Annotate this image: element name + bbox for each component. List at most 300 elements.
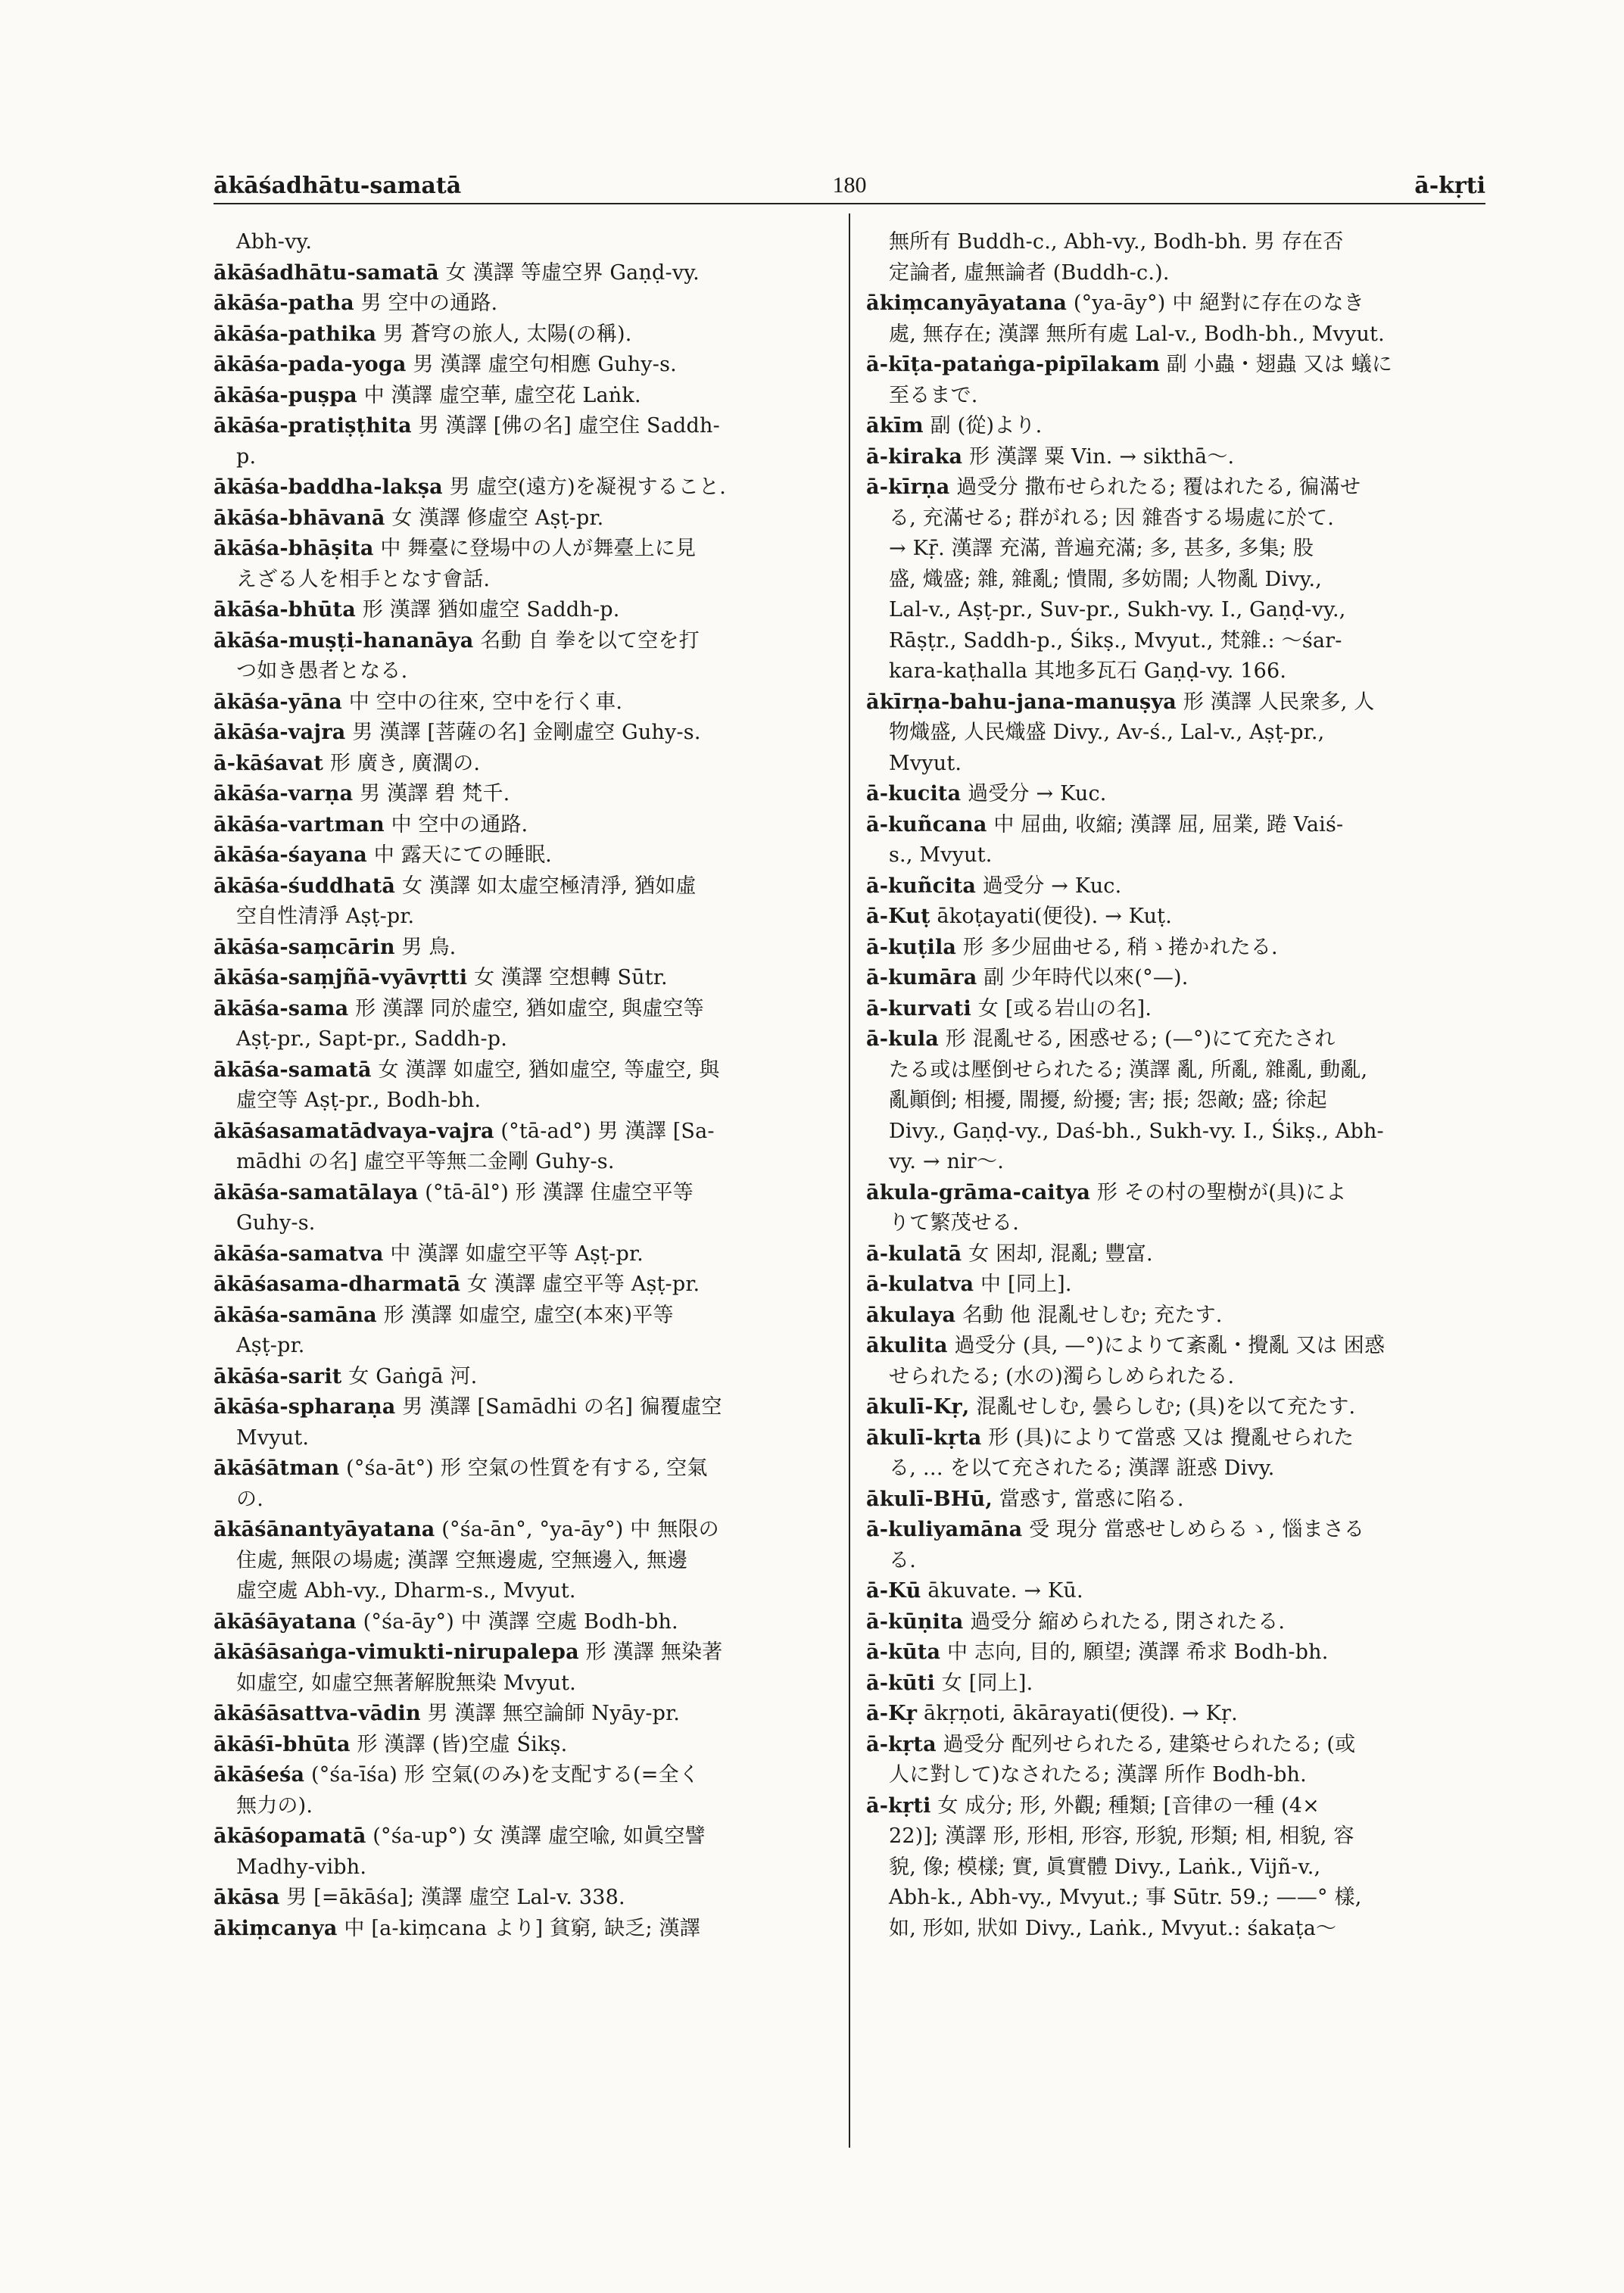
- dictionary-continuation-line: [866, 1546, 1485, 1577]
- dictionary-continuation-line: [214, 565, 834, 596]
- entry-text: 亂顚倒; 相擾, 閙擾, 紛擾; 害; 掁; 怨敵; 盛; 徐起: [889, 1089, 1327, 1112]
- entry-headword: ā-kumāra: [866, 966, 977, 989]
- dictionary-continuation-line: [866, 319, 1485, 350]
- entry-text: 女 漢譯 空想轉 Sūtr.: [467, 966, 668, 989]
- entry-text: (°tā-āl°) 形 漢譯 住虛空平等: [418, 1180, 694, 1204]
- dictionary-continuation-line: [214, 1852, 834, 1883]
- dictionary-continuation-line: [866, 1883, 1485, 1914]
- dictionary-continuation-line: [214, 1423, 834, 1454]
- entry-text: 虛空處 Abh-vy., Dharm-s., Mvyut.: [236, 1579, 576, 1603]
- entry-text: 形 漢譯 猶如虛空 Saddh-p.: [355, 598, 620, 622]
- dictionary-continuation-line: [866, 258, 1485, 289]
- dictionary-entry-line: [866, 1699, 1485, 1730]
- dictionary-continuation-line: [866, 503, 1485, 534]
- header-first-entry: ākāśadhātu-samatā: [214, 173, 462, 199]
- dictionary-continuation-line: [866, 626, 1485, 657]
- entry-text: s., Mvyut.: [889, 843, 993, 867]
- entry-headword: ākāśa-patha: [214, 291, 354, 315]
- dictionary-entry-line: [866, 288, 1485, 319]
- entry-headword: ākāśī-bhūta: [214, 1732, 351, 1756]
- dictionary-entry-line: [214, 810, 834, 841]
- entry-text: 形 その村の聖樹が(具)によ: [1090, 1180, 1347, 1204]
- dictionary-continuation-line: [214, 1546, 834, 1577]
- dictionary-continuation-line: [866, 1760, 1485, 1791]
- entry-text: (°tā-ad°) 男 漢譯 [Sa-: [494, 1119, 715, 1143]
- header-last-entry: ā-kṛti: [1414, 173, 1485, 199]
- dictionary-entry-line: [214, 472, 834, 503]
- dictionary-entry-line: [214, 1730, 834, 1761]
- entry-text: 過受分 → Kuc.: [976, 874, 1122, 898]
- entry-headword: ākulita: [866, 1334, 948, 1357]
- dictionary-entry-line: [214, 1392, 834, 1423]
- entry-text: せられたる; (水の)濁らしめられたる.: [889, 1364, 1235, 1388]
- entry-headword: ākāśopamatā: [214, 1824, 366, 1848]
- entry-text: の.: [236, 1487, 263, 1511]
- entry-headword: ākula-grāma-caitya: [866, 1180, 1091, 1204]
- entry-headword: ākāśāyatana: [214, 1609, 357, 1634]
- right-column: [866, 227, 1485, 1944]
- entry-text: 男 虛空(遠方)を凝視すること.: [442, 475, 727, 499]
- entry-text: vy. → nir〜.: [889, 1150, 1005, 1173]
- entry-text: ākuvate. → Kū.: [921, 1579, 1083, 1603]
- entry-text: 中 舞臺に登場中の人が舞臺上に見: [373, 537, 697, 560]
- entry-text: 女 漢譯 如太虛空極清淨, 猶如虛: [395, 874, 697, 898]
- entry-text: 中 漢譯 如虛空平等 Aṣṭ-pr.: [383, 1242, 644, 1266]
- dictionary-entry-line: [214, 503, 834, 534]
- entry-headword: ā-kṛta: [866, 1732, 937, 1756]
- dictionary-entry-line: [214, 1453, 834, 1485]
- dictionary-entry-line: [866, 1791, 1485, 1822]
- entry-text: たる或は壓倒せられたる; 漢譯 亂, 所亂, 雜亂, 動亂,: [889, 1058, 1368, 1082]
- entry-text: 中 漢譯 虛空華, 虛空花 Laṅk.: [357, 383, 641, 407]
- entry-headword: ākāśātman: [214, 1456, 340, 1480]
- dictionary-continuation-line: [866, 1362, 1485, 1393]
- entry-text: 形 漢譯 人民衆多, 人: [1176, 690, 1375, 714]
- dictionary-entry-line: [866, 902, 1485, 933]
- entry-text: (°śa-īśa) 形 空氣(のみ)を支配する(=全く: [304, 1763, 700, 1787]
- dictionary-entry-line: [214, 595, 834, 626]
- entry-text: 形 漢譯 同於虛空, 猶如虛空, 與虛空等: [348, 996, 704, 1020]
- entry-text: る.: [889, 1548, 916, 1572]
- entry-text: 女 漢譯 等虛空界 Gaṇḍ-vy.: [438, 260, 700, 285]
- dictionary-entry-line: [214, 1760, 834, 1791]
- entry-text: 中 空中の通路.: [384, 812, 528, 837]
- entry-headword: ākāśa-vajra: [214, 721, 346, 744]
- dictionary-entry-line: [214, 1607, 834, 1638]
- entry-text: 中 露天にての睡眠.: [367, 843, 552, 867]
- entry-headword: ākulī-BHū,: [866, 1487, 993, 1511]
- entry-text: 貌, 像; 模樣; 實, 眞實體 Divy., Laṅk., Vijñ-v.,: [889, 1855, 1321, 1879]
- dictionary-continuation-line: [214, 1331, 834, 1362]
- dictionary-entry-line: [866, 1239, 1485, 1270]
- entry-text: 當惑す, 當惑に陷る.: [992, 1487, 1184, 1511]
- entry-text: (°śa-up°) 女 漢譯 虛空喩, 如眞空譬: [366, 1824, 706, 1848]
- dictionary-entry-line: [866, 1576, 1485, 1607]
- entry-text: 中 [同上].: [974, 1273, 1072, 1296]
- entry-headword: ākiṃcanya: [214, 1916, 338, 1940]
- header-rule: [214, 203, 1485, 204]
- entry-text: Lal-v., Aṣṭ-pr., Suv-pr., Sukh-vy. I., Gaṇḍ-vy.,: [889, 598, 1346, 622]
- entry-text: 至るまで.: [889, 383, 978, 407]
- dictionary-entry-line: [214, 871, 834, 902]
- entry-headword: ākāśeśa: [214, 1763, 305, 1787]
- entry-text: 中 [a-kiṃcana より] 貧窮, 缺乏; 漢譯: [337, 1916, 700, 1940]
- entry-headword: ākāśasamatādvaya-vajra: [214, 1119, 494, 1143]
- entry-text: Abh-k., Abh-vy., Mvyut.; 事 Sūtr. 59.; ——° 樣,: [889, 1886, 1362, 1909]
- entry-headword: ākāśa-śuddhatā: [214, 874, 396, 898]
- dictionary-entry-line: [866, 472, 1485, 503]
- entry-headword: ā-kula: [866, 1027, 939, 1051]
- dictionary-entry-line: [866, 411, 1485, 442]
- dictionary-entry-line: [214, 288, 834, 319]
- dictionary-continuation-line: [214, 227, 834, 258]
- entry-headword: ā-kiraka: [866, 444, 963, 469]
- entry-text: 女 [或る岩山の名].: [971, 996, 1152, 1020]
- entry-text: 男 漢譯 [Samādhi の名] 徧覆虛空: [395, 1395, 722, 1419]
- entry-text: 形 漢譯 粟 Vin. → sikthā〜.: [962, 444, 1235, 469]
- entry-text: 女 漢譯 如虛空, 猶如虛空, 等虛空, 與: [371, 1058, 720, 1082]
- entry-text: 女 困却, 混亂; 豐富.: [962, 1242, 1153, 1266]
- dictionary-entry-line: [214, 350, 834, 381]
- entry-text: (°śa-āy°) 中 漢譯 空處 Bodh-bh.: [356, 1609, 678, 1634]
- dictionary-entry-line: [214, 994, 834, 1025]
- entry-headword: ā-kuñcana: [866, 812, 987, 837]
- entry-text: えざる人を相手となす會話.: [236, 567, 491, 591]
- entry-text: 過受分 (具, —°)によりて紊亂・攪亂 又は 困惑: [947, 1334, 1386, 1357]
- entry-headword: ākāśa-pratiṣṭhita: [214, 414, 412, 438]
- entry-text: 女 [同上].: [934, 1671, 1033, 1695]
- entry-headword: ā-Kuṭ: [866, 905, 930, 928]
- dictionary-continuation-line: [866, 1208, 1485, 1239]
- dictionary-entry-line: [214, 1699, 834, 1730]
- entry-headword: ā-kūta: [866, 1640, 941, 1664]
- dictionary-continuation-line: [866, 1914, 1485, 1945]
- entry-headword: ākāśa-samāna: [214, 1303, 377, 1327]
- dictionary-continuation-line: [866, 1117, 1485, 1148]
- entry-text: mādhi の名] 虛空平等無二金剛 Guhy-s.: [236, 1150, 615, 1173]
- entry-text: 受 現分 當惑せしめらるゝ, 惱まさる: [1022, 1518, 1365, 1541]
- dictionary-continuation-line: [866, 718, 1485, 749]
- dictionary-entry-line: [866, 810, 1485, 841]
- entry-text: 如虛空, 如虛空無著解脫無染 Mvyut.: [236, 1671, 576, 1695]
- dictionary-continuation-line: [214, 1086, 834, 1117]
- entry-text: → Kṝ. 漢譯 充滿, 普遍充滿; 多, 甚多, 多集; 股: [889, 537, 1314, 560]
- entry-text: kara-kaṭhalla 其地多瓦石 Gaṇḍ-vy. 166.: [889, 659, 1287, 683]
- entry-text: 過受分 → Kuc.: [961, 782, 1107, 805]
- dictionary-continuation-line: [866, 381, 1485, 412]
- dictionary-continuation-line: [866, 565, 1485, 596]
- entry-headword: ākāśa-samatālaya: [214, 1180, 419, 1204]
- dictionary-entry-line: [214, 933, 834, 964]
- entry-text: 過受分 配列せられたる, 建築せられたる; (或: [936, 1732, 1356, 1756]
- entry-text: 形 多少屈曲せる, 稍ゝ捲かれたる.: [956, 935, 1278, 959]
- entry-headword: ākāsa: [214, 1886, 280, 1909]
- entry-text: 形 混亂せる, 困惑せる; (—°)にて充たされ: [939, 1027, 1336, 1051]
- entry-text: Mvyut.: [236, 1425, 310, 1450]
- entry-headword: ākāśa-samatā: [214, 1058, 372, 1082]
- entry-text: (°ya-āy°) 中 絕對に存在のなき: [1067, 291, 1364, 315]
- entry-headword: ākāśa-saṃcārin: [214, 935, 395, 959]
- dictionary-continuation-line: [214, 656, 834, 687]
- dictionary-continuation-line: [866, 1852, 1485, 1883]
- entry-text: (°śa-āt°) 形 空氣の性質を有する, 空氣: [339, 1456, 708, 1480]
- entry-headword: ā-kurvati: [866, 996, 971, 1020]
- entry-headword: ākulaya: [866, 1303, 956, 1327]
- entry-text: ākṛṇoti, ākārayati(便役). → Kṛ.: [917, 1702, 1238, 1725]
- entry-text: 女 漢譯 修虛空 Aṣṭ-pr.: [385, 506, 604, 530]
- entry-headword: ākāśa-muṣṭi-hananāya: [214, 628, 474, 653]
- entry-text: 處, 無存在; 漢譯 無所有處 Lal-v., Bodh-bh., Mvyut.: [889, 322, 1385, 346]
- entry-text: Mvyut.: [889, 751, 962, 775]
- entry-text: 男 [=ākāśa]; 漢譯 虛空 Lal-v. 338.: [279, 1886, 625, 1909]
- entry-text: 過受分 縮められたる, 閉されたる.: [963, 1609, 1286, 1634]
- dictionary-entry-line: [214, 963, 834, 994]
- entry-text: p.: [236, 444, 257, 469]
- dictionary-continuation-line: [214, 1668, 834, 1699]
- entry-text: 女 成分; 形, 外觀; 種類; [音律の一種 (4×: [930, 1793, 1320, 1818]
- entry-headword: ākīm: [866, 414, 924, 438]
- entry-headword: ākulī-Kṛ,: [866, 1395, 970, 1419]
- entry-text: 中 屈曲, 收縮; 漢譯 屈, 屈業, 踡 Vaiś-: [987, 812, 1344, 837]
- dictionary-entry-line: [214, 1914, 834, 1945]
- entry-text: 盛, 熾盛; 雜, 雜亂; 憒閙, 多妨閙; 人物亂 Divy.,: [889, 567, 1323, 591]
- entry-headword: ākāśāsattva-vādin: [214, 1702, 421, 1725]
- entry-text: 女 Gaṅgā 河.: [341, 1364, 478, 1388]
- entry-headword: ākāśa-pathika: [214, 322, 377, 346]
- dictionary-entry-line: [214, 534, 834, 565]
- dictionary-entry-line: [866, 1331, 1485, 1362]
- entry-headword: ākulī-kṛta: [866, 1425, 982, 1450]
- entry-headword: ākāśa-saṃjñā-vyāvṛtti: [214, 966, 468, 989]
- dictionary-entry-line: [866, 871, 1485, 902]
- entry-headword: ā-kuliyamāna: [866, 1518, 1023, 1541]
- left-column: [214, 227, 834, 1944]
- entry-text: 虛空等 Aṣṭ-pr., Bodh-bh.: [236, 1089, 482, 1112]
- entry-headword: ākīrṇa-bahu-jana-manuṣya: [866, 690, 1177, 714]
- dictionary-entry-line: [866, 963, 1485, 994]
- dictionary-entry-line: [866, 1392, 1485, 1423]
- entry-text: りて繁茂せる.: [889, 1211, 1019, 1235]
- entry-text: 22)]; 漢譯 形, 形相, 形容, 形貌, 形類; 相, 相貌, 容: [889, 1824, 1354, 1848]
- dictionary-continuation-line: [214, 1024, 834, 1055]
- dictionary-entry-line: [866, 1301, 1485, 1332]
- entry-headword: ā-kulatā: [866, 1242, 962, 1266]
- entry-text: 男 漢譯 虛空句相應 Guhy-s.: [406, 353, 677, 376]
- entry-headword: ā-kuñcita: [866, 874, 977, 898]
- dictionary-entry-line: [214, 1239, 834, 1270]
- dictionary-continuation-line: [866, 1147, 1485, 1178]
- entry-headword: ākāśa-yāna: [214, 690, 342, 714]
- dictionary-continuation-line: [214, 1485, 834, 1516]
- dictionary-entry-line: [866, 1637, 1485, 1668]
- dictionary-entry-line: [214, 687, 834, 718]
- dictionary-entry-line: [214, 1883, 834, 1914]
- entry-text: 男 漢譯 [佛の名] 虛空住 Saddh-: [411, 414, 720, 438]
- entry-headword: ākāśadhātu-samatā: [214, 260, 439, 285]
- dictionary-entry-line: [866, 1178, 1485, 1209]
- entry-headword: ākāśāsaṅga-vimukti-nirupalepa: [214, 1640, 579, 1664]
- entry-headword: ākāśa-vartman: [214, 812, 385, 837]
- entry-text: 空自性清淨 Aṣṭ-pr.: [236, 905, 415, 928]
- entry-text: 中 空中の往來, 空中を行く車.: [341, 690, 623, 714]
- dictionary-entry-line: [214, 319, 834, 350]
- dictionary-continuation-line: [866, 1821, 1485, 1852]
- dictionary-entry-line: [214, 779, 834, 810]
- entry-headword: ā-kulatva: [866, 1273, 974, 1296]
- entry-headword: ā-kāśavat: [214, 751, 324, 775]
- entry-text: 男 空中の通路.: [354, 291, 498, 315]
- dictionary-entry-line: [866, 933, 1485, 964]
- dictionary-continuation-line: [866, 656, 1485, 687]
- dictionary-entry-line: [214, 1362, 834, 1393]
- dictionary-continuation-line: [866, 1055, 1485, 1086]
- entry-headword: ākāśasama-dharmatā: [214, 1273, 461, 1296]
- entry-headword: ākāśa-varṇa: [214, 782, 354, 805]
- entry-headword: ā-Kṛ: [866, 1702, 918, 1725]
- entry-headword: ākāśa-sama: [214, 996, 349, 1020]
- dictionary-entry-line: [214, 840, 834, 871]
- entry-headword: ākāśa-bhāṣita: [214, 537, 374, 560]
- entry-text: 形 (具)によりて當惑 又は 攪亂せられた: [981, 1425, 1354, 1450]
- entry-text: 中 志向, 目的, 願望; 漢譯 希求 Bodh-bh.: [940, 1640, 1329, 1664]
- entry-text: 女 漢譯 虛空平等 Aṣṭ-pr.: [460, 1273, 700, 1296]
- dictionary-entry-line: [214, 1178, 834, 1209]
- dictionary-entry-line: [866, 779, 1485, 810]
- entry-text: 副 少年時代以來(°—).: [977, 966, 1189, 989]
- dictionary-entry-line: [866, 350, 1485, 381]
- dictionary-entry-line: [866, 1270, 1485, 1301]
- dictionary-entry-line: [214, 718, 834, 749]
- entry-headword: ākāśa-baddha-lakṣa: [214, 475, 443, 499]
- column-divider: [849, 213, 850, 2148]
- entry-text: 住處, 無限の場處; 漢譯 空無邊處, 空無邊入, 無邊: [236, 1548, 688, 1572]
- entry-text: ākoṭayati(便役). → Kuṭ.: [930, 905, 1173, 928]
- entry-text: 無所有 Buddh-c., Abh-vy., Bodh-bh. 男 存在否: [889, 230, 1344, 254]
- entry-text: Guhy-s.: [236, 1211, 316, 1235]
- dictionary-continuation-line: [866, 227, 1485, 258]
- dictionary-entry-line: [866, 1024, 1485, 1055]
- dictionary-entry-line: [866, 1607, 1485, 1638]
- entry-headword: ā-kūṇita: [866, 1609, 964, 1634]
- entry-text: 定論者, 虛無論者 (Buddh-c.).: [889, 260, 1170, 285]
- dictionary-continuation-line: [866, 840, 1485, 871]
- dictionary-continuation-line: [866, 1453, 1485, 1485]
- dictionary-entry-line: [866, 1730, 1485, 1761]
- dictionary-entry-line: [866, 687, 1485, 718]
- entry-text: 副 (從)より.: [923, 414, 1043, 438]
- dictionary-entry-line: [214, 411, 834, 442]
- entry-text: Madhy-vibh.: [236, 1855, 367, 1879]
- dictionary-entry-line: [214, 1270, 834, 1301]
- entry-headword: ākāśānantyāyatana: [214, 1518, 435, 1541]
- entry-headword: ā-kuṭila: [866, 935, 957, 959]
- entry-headword: ākāśa-samatva: [214, 1242, 384, 1266]
- dictionary-entry-line: [214, 381, 834, 412]
- entry-headword: ā-kṛti: [866, 1793, 931, 1818]
- entry-text: (°śa-ān°, °ya-āy°) 中 無限の: [435, 1518, 719, 1541]
- entry-text: る, 充滿せる; 群がれる; 因 雜沓する場處に於て.: [889, 506, 1335, 530]
- entry-headword: ā-kūti: [866, 1671, 935, 1695]
- dictionary-entry-line: [214, 258, 834, 289]
- dictionary-continuation-line: [866, 534, 1485, 565]
- dictionary-entry-line: [866, 1515, 1485, 1546]
- entry-headword: ākiṃcanyāyatana: [866, 291, 1068, 315]
- entry-text: る, … を以て充されたる; 漢譯 誑惑 Divy.: [889, 1456, 1275, 1480]
- entry-text: 男 漢譯 [菩薩の名] 金剛虛空 Guhy-s.: [345, 721, 701, 744]
- dictionary-entry-line: [866, 1423, 1485, 1454]
- dictionary-entry-line: [214, 1821, 834, 1852]
- entry-text: 過受分 撒布せられたる; 覆はれたる, 徧滿せ: [949, 475, 1361, 499]
- dictionary-entry-line: [214, 1117, 834, 1148]
- entry-headword: ā-Kū: [866, 1579, 921, 1603]
- entry-text: Aṣṭ-pr., Sapt-pr., Saddh-p.: [236, 1027, 508, 1051]
- entry-text: 男 鳥.: [394, 935, 457, 959]
- entry-text: Abh-vy.: [236, 230, 313, 254]
- dictionary-entry-line: [866, 442, 1485, 473]
- entry-text: Divy., Gaṇḍ-vy., Daś-bh., Sukh-vy. I., Śikṣ., Abh-: [889, 1119, 1384, 1143]
- entry-headword: ākāśa-śayana: [214, 843, 368, 867]
- dictionary-continuation-line: [866, 749, 1485, 780]
- entry-text: 男 蒼穹の旅人, 太陽(の稱).: [376, 322, 632, 346]
- entry-headword: ākāśa-puṣpa: [214, 383, 357, 407]
- dictionary-entry-line: [866, 994, 1485, 1025]
- entry-text: 人に對して)なされたる; 漢譯 所作 Bodh-bh.: [889, 1763, 1307, 1787]
- dictionary-entry-line: [214, 749, 834, 780]
- entry-text: 如, 形如, 狀如 Divy., Laṅk., Mvyut.: śakaṭa〜: [889, 1916, 1337, 1940]
- dictionary-continuation-line: [214, 902, 834, 933]
- dictionary-continuation-line: [214, 1791, 834, 1822]
- page-number: 180: [832, 173, 867, 198]
- dictionary-entry-line: [866, 1485, 1485, 1516]
- dictionary-entry-line: [214, 626, 834, 657]
- entry-headword: ākāśa-bhāvanā: [214, 506, 385, 530]
- dictionary-entry-line: [214, 1301, 834, 1332]
- entry-headword: ākāśa-sarit: [214, 1364, 342, 1388]
- entry-text: 無力の).: [236, 1793, 313, 1818]
- entry-text: 名動 他 混亂せしむ; 充たす.: [955, 1303, 1223, 1327]
- entry-headword: ākāśa-pada-yoga: [214, 353, 407, 376]
- entry-headword: ā-kucita: [866, 782, 962, 805]
- dictionary-entry-line: [214, 1515, 834, 1546]
- dictionary-continuation-line: [214, 1208, 834, 1239]
- dictionary-continuation-line: [866, 1086, 1485, 1117]
- entry-text: 形 廣き, 廣濶の.: [323, 751, 481, 775]
- dictionary-entry-line: [214, 1637, 834, 1668]
- entry-text: Rāṣṭr., Saddh-p., Śikṣ., Mvyut., 梵雜.: 〜śar-: [889, 628, 1342, 653]
- dictionary-continuation-line: [214, 1576, 834, 1607]
- entry-headword: ākāśa-bhūta: [214, 598, 356, 622]
- entry-text: 物熾盛, 人民熾盛 Divy., Av-ś., Lal-v., Aṣṭ-pr.,: [889, 721, 1325, 744]
- entry-text: 形 漢譯 如虛空, 虛空(本來)平等: [376, 1303, 674, 1327]
- entry-text: 男 漢譯 碧 梵千.: [353, 782, 510, 805]
- entry-text: 形 漢譯 (皆)空虛 Śikṣ.: [350, 1732, 568, 1756]
- dictionary-continuation-line: [214, 442, 834, 473]
- dictionary-continuation-line: [866, 595, 1485, 626]
- entry-headword: ākāśa-spharaṇa: [214, 1395, 396, 1419]
- dictionary-entry-line: [866, 1668, 1485, 1699]
- entry-text: つ如き愚者となる.: [236, 659, 408, 683]
- entry-text: 形 漢譯 無染著: [578, 1640, 723, 1664]
- page-header: [214, 173, 1485, 210]
- entry-text: 男 漢譯 無空論師 Nyāy-pr.: [420, 1702, 681, 1725]
- dictionary-continuation-line: [214, 1147, 834, 1178]
- entry-text: 名動 自 拳を以て空を打: [473, 628, 700, 653]
- entry-text: 混亂せしむ, 曇らしむ; (具)を以て充たす.: [969, 1395, 1356, 1419]
- entry-text: 副 小蟲・翅蟲 又は 蟻に: [1159, 353, 1393, 376]
- entry-headword: ā-kīṭa-pataṅga-pipīlakam: [866, 353, 1160, 376]
- entry-text: Aṣṭ-pr.: [236, 1334, 305, 1357]
- dictionary-entry-line: [214, 1055, 834, 1086]
